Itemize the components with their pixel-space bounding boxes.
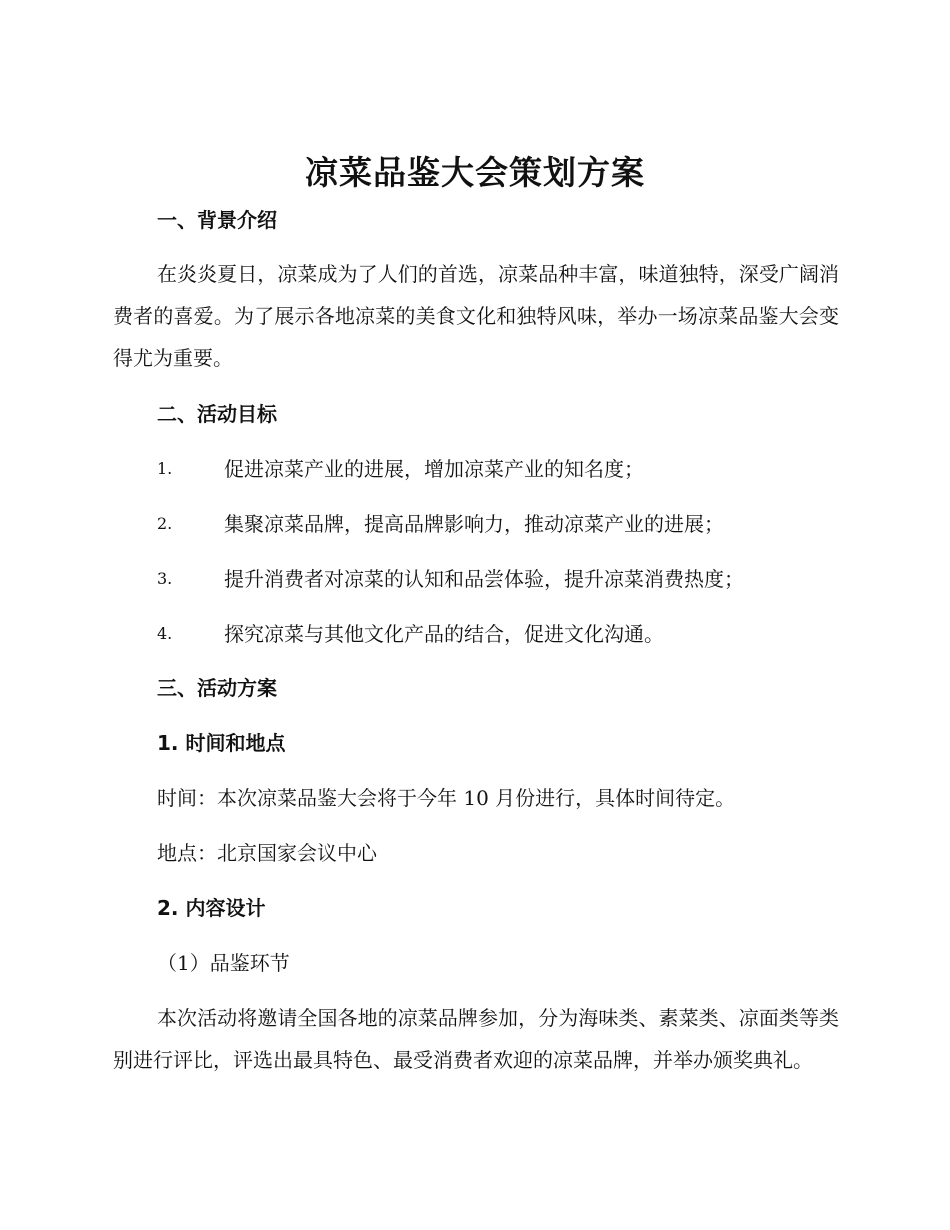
subsection-heading-time-place: 1. 时间和地点 <box>157 731 286 755</box>
tasting-paragraph: 本次活动将邀请全国各地的凉菜品牌参加，分为海味类、素菜类、凉面类等类别进行评比，评选出最具特色、最受消费者欢迎的凉菜品牌，并举办颁奖典礼。 <box>113 1006 839 1072</box>
section-heading-background: 一、背景介绍 <box>157 208 277 232</box>
list-item-text: 提升消费者对凉菜的认知和品尝体验，提升凉菜消费热度； <box>224 567 744 591</box>
list-item-number: 4. <box>157 624 173 643</box>
list-item-number: 3. <box>157 569 173 588</box>
section-heading-plan: 三、活动方案 <box>157 676 277 700</box>
section-heading-goals: 二、活动目标 <box>157 402 277 426</box>
time-line: 时间：本次凉菜品鉴大会将于今年 10 月份进行，具体时间待定。 <box>157 786 736 810</box>
tasting-heading: （1）品鉴环节 <box>157 951 290 975</box>
document-title: 凉菜品鉴大会策划方案 <box>305 153 645 192</box>
place-line: 地点：北京国家会议中心 <box>157 841 377 865</box>
list-item-text: 探究凉菜与其他文化产品的结合，促进文化沟通。 <box>224 622 664 646</box>
list-item-text: 促进凉菜产业的进展，增加凉菜产业的知名度； <box>224 457 644 481</box>
list-item-number: 1. <box>157 459 173 478</box>
subsection-heading-content: 2. 内容设计 <box>157 896 266 920</box>
list-item-text: 集聚凉菜品牌，提高品牌影响力，推动凉菜产业的进展； <box>224 512 724 536</box>
list-item-number: 2. <box>157 514 173 533</box>
background-paragraph: 在炎炎夏日，凉菜成为了人们的首选，凉菜品种丰富，味道独特，深受广阔消费者的喜爱。为了展示各地凉菜的美食文化和独特风味，举办一场凉菜品鉴大会变得尤为重要。 <box>113 262 839 370</box>
